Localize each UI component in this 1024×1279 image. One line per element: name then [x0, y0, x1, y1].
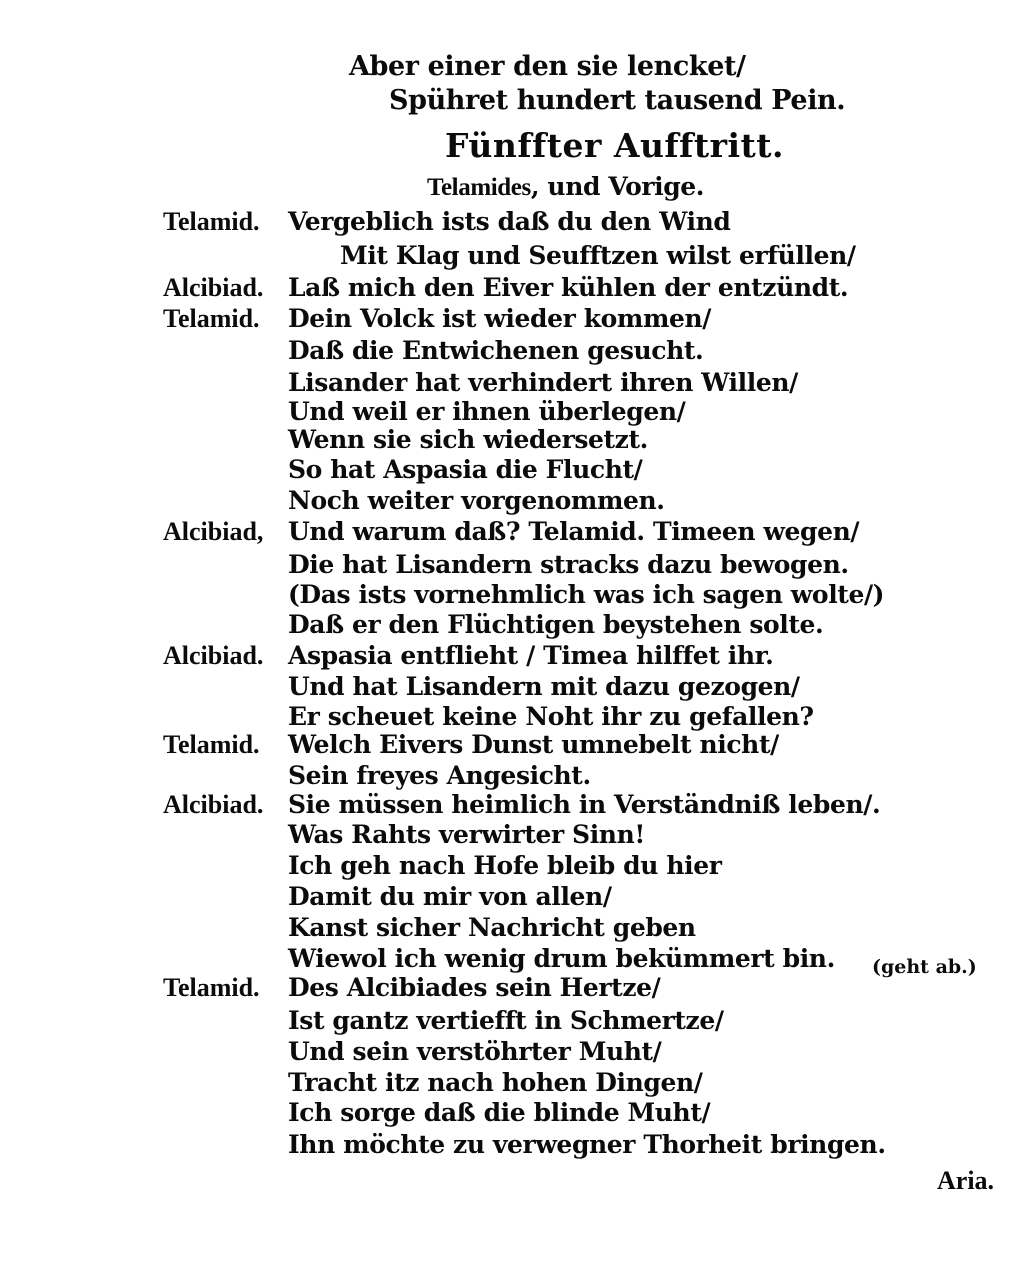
verse-line: Ist gantz vertiefft in Schmertze/ [288, 1006, 724, 1035]
verse-line: Und warum daß? Telamid. Timeen wegen/ [288, 517, 860, 546]
verse-line: Und weil er ihnen überlegen/ [288, 397, 686, 426]
cast-rest: , und Vorige. [530, 172, 705, 201]
header-line-1: Aber einer den sie lencket/ [349, 51, 746, 82]
verse-line: Tracht itz nach hohen Dingen/ [288, 1068, 703, 1097]
verse-line: Die hat Lisandern stracks dazu bewogen. [288, 550, 849, 579]
speaker-alcibiad-3: Alcibiad. [163, 641, 264, 670]
verse-line: Damit du mir von allen/ [288, 882, 612, 911]
verse-line: Ich sorge daß die blinde Muht/ [288, 1098, 711, 1127]
verse-line: Und sein verstöhrter Muht/ [288, 1037, 662, 1066]
speaker-telamid-3: Telamid. [163, 730, 260, 759]
verse-line: Sie müssen heimlich in Verständniß leben/. [288, 790, 881, 819]
header-line-2: Spühret hundert tausend Pein. [389, 85, 846, 116]
verse-line: Laß mich den Eiver kühlen der entzündt. [288, 273, 849, 302]
speaker-telamid-2: Telamid. [163, 304, 260, 333]
verse-line: Dein Volck ist wieder kommen/ [288, 304, 712, 333]
verse-line: Wenn sie sich wiedersetzt. [288, 425, 648, 454]
verse-line: So hat Aspasia die Flucht/ [288, 455, 643, 484]
verse-line: Daß die Entwichenen gesucht. [288, 336, 704, 365]
verse-line: Was Rahts verwirter Sinn! [288, 820, 645, 849]
speaker-alcibiad-4: Alcibiad. [163, 790, 264, 819]
verse-line: Aspasia entflieht / Timea hilffet ihr. [288, 641, 774, 670]
verse-line: Ich geh nach Hofe bleib du hier [288, 851, 722, 880]
stage-direction: (geht ab.) [872, 956, 977, 978]
verse-line: Lisander hat verhindert ihren Willen/ [288, 368, 798, 397]
verse-line: Noch weiter vorgenommen. [288, 486, 665, 515]
verse-line: Und hat Lisandern mit dazu gezogen/ [288, 672, 800, 701]
verse-line: Sein freyes Angesicht. [288, 761, 591, 790]
verse-line: Wiewol ich wenig drum bekümmert bin. [288, 944, 835, 973]
verse-line: (Das ists vornehmlich was ich sagen wolte/) [288, 580, 885, 609]
aria-label: Aria. [937, 1166, 995, 1195]
verse-line: Welch Eivers Dunst umnebelt nicht/ [288, 730, 779, 759]
speaker-alcibiad-1: Alcibiad. [163, 273, 264, 302]
speaker-telamid-1: Telamid. [163, 207, 260, 236]
verse-line: Er scheuet keine Noht ihr zu gefallen? [288, 702, 814, 731]
verse-line: Kanst sicher Nachricht geben [288, 913, 696, 942]
cast-names: Telamides [427, 174, 531, 201]
scene-title: Fünffter Aufftritt. [445, 126, 784, 165]
verse-line: Mit Klag und Seufftzen wilst erfüllen/ [340, 241, 856, 270]
verse-line: Des Alcibiades sein Hertze/ [288, 973, 661, 1002]
verse-line: Ihn möchte zu verwegner Thorheit bringen. [288, 1130, 886, 1159]
speaker-alcibiad-2: Alcibiad, [163, 517, 264, 546]
verse-line: Vergeblich ists daß du den Wind [288, 207, 731, 236]
speaker-telamid-4: Telamid. [163, 973, 260, 1002]
verse-line: Daß er den Flüchtigen beystehen solte. [288, 610, 824, 639]
cast-line [427, 172, 704, 203]
